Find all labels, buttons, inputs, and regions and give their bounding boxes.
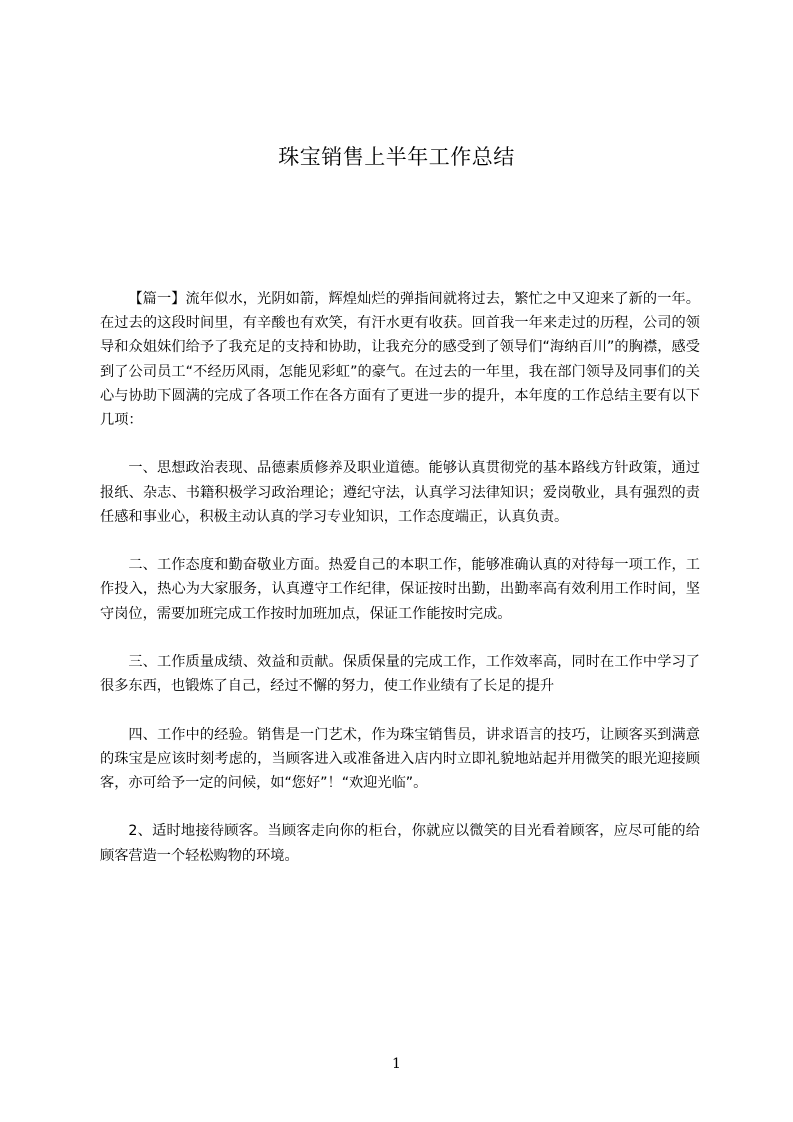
paragraph-section-2: 二、工作态度和勤奋敬业方面。热爱自己的本职工作，能够准确认真的对待每一项工作，工作投入，热心为大家服务，认真遵守工作纪律，保证按时出勤，出勤率高有效利用工作时间，坚守岗位，需要加班完成工作按时加班加点，保证工作能按时完成。 bbox=[100, 557, 700, 622]
page-number: 1 bbox=[392, 1056, 401, 1072]
paragraph-item-2: 2、适时地接待顾客。当顾客走向你的柜台，你就应以微笑的目光看着顾客，应尽可能的给顾客营造一个轻松购物的环境。 bbox=[100, 823, 700, 864]
paragraph-section-1: 一、思想政治表现、品德素质修养及职业道德。能够认真贯彻党的基本路线方针政策，通过报纸、杂志、书籍积极学习政治理论；遵纪守法，认真学习法律知识；爱岗敬业，具有强烈的责任感和事业心，积极主动认真的学习专业知识，工作态度端正，认真负责。 bbox=[100, 460, 700, 525]
paragraph-section-3: 三、工作质量成绩、效益和贡献。保质保量的完成工作，工作效率高，同时在工作中学习了很多东西，也锻炼了自己，经过不懈的努力，使工作业绩有了长足的提升 bbox=[100, 654, 700, 695]
paragraph-intro: 【篇一】流年似水，光阴如箭，辉煌灿烂的弹指间就将过去，繁忙之中又迎来了新的一年。在过去的这段时间里，有辛酸也有欢笑，有汗水更有收获。回首我一年来走过的历程，公司的领导和众姐妹们给予了我充足的支持和协助，让我充分的感受到了领导们“海纳百川”的胸襟，感受到了公司员工“不经历风雨，怎能见彩虹”的豪气。在过去的一年里，我在部门领导及同事们的关心与协助下圆满的完成了各项工作在各方面有了更进一步的提升，本年度的工作总结主要有以下几项： bbox=[100, 291, 700, 429]
page-title: 珠宝销售上半年工作总结 bbox=[278, 145, 515, 169]
document-body bbox=[100, 287, 700, 868]
paragraph-section-4: 四、工作中的经验。销售是一门艺术，作为珠宝销售员，讲求语言的技巧，让顾客买到满意的珠宝是应该时刻考虑的，当顾客进入或准备进入店内时立即礼貌地站起并用微笑的眼光迎接顾客，亦可给予一定的问候，如“您好”！“欢迎光临”。 bbox=[100, 726, 700, 791]
